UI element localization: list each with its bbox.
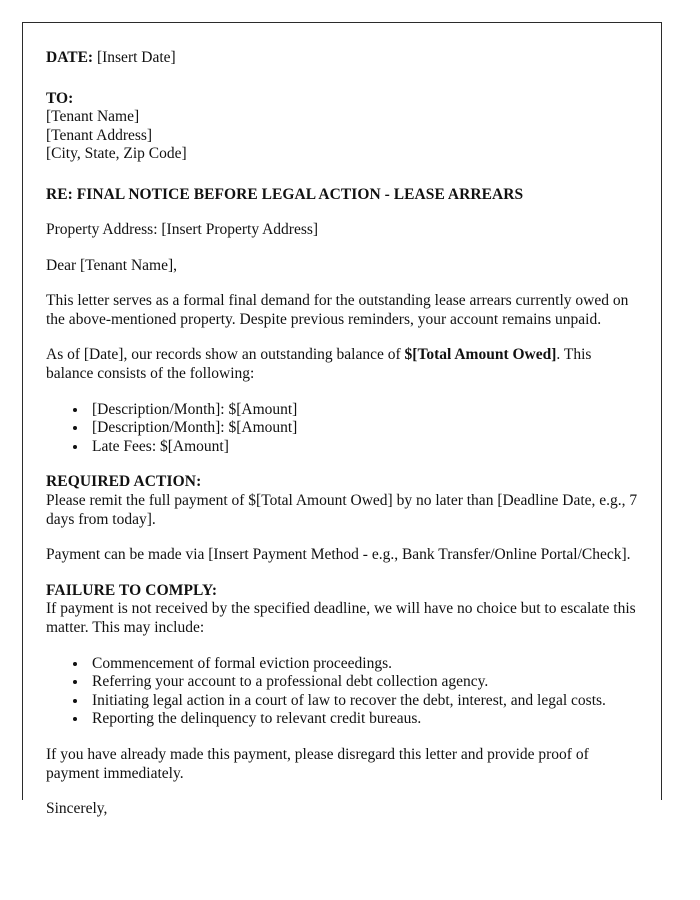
date-label: DATE: [46,49,94,66]
intro-paragraph: This letter serves as a formal final demand for the outstanding lease arrears currently owed on the above-mentioned property. Despite previous reminders, your account remains unpaid. [46,292,629,328]
list-item: • Late Fees: $[Amount] [88,438,639,457]
recipient-name: [Tenant Name] [46,108,140,125]
spacer [46,638,639,655]
recipient-address: [Tenant Address] [46,126,153,144]
list-item: • Referring your account to a professional debt collection agency. [88,673,639,692]
spacer [46,68,639,90]
spacer [46,783,639,800]
failure-to-comply-body: If payment is not received by the specified deadline, we will have no choice but to escalate this matter. This may include: [46,600,636,636]
balance-text-before: As of [Date], our records show an outstanding balance of [46,346,405,364]
balance-text-after: . This balance consists of the following: [46,346,592,383]
list-item: • Commencement of formal eviction proceedings. [88,655,639,674]
spacer [46,329,639,346]
date-line [46,49,639,68]
consequences-list [46,655,639,729]
spacer [46,240,639,257]
date-value: [Insert Date] [96,49,176,66]
payment-method-paragraph: Payment can be made via [Insert Payment Method - e.g., Bank Transfer/Online Portal/Check]. [46,546,631,564]
spacer [46,456,639,473]
required-action-heading: REQUIRED ACTION: [46,473,202,491]
spacer [46,729,639,746]
list-item: • Initiating legal action in a court of law to recover the debt, interest, and legal costs. [88,692,639,711]
closing-paragraph: If you have already made this payment, please disregard this letter and provide proof of payment immediately. [46,745,589,782]
letter-body [23,23,661,818]
spacer [46,164,639,186]
subject-line: RE: FINAL NOTICE BEFORE LEGAL ACTION - LEASE ARREARS [46,185,524,203]
recipient-city-state-zip: [City, State, Zip Code] [46,145,187,162]
list-item: • Reporting the delinquency to relevant credit bureaus. [88,710,639,729]
total-amount-owed: $[Total Amount Owed] [404,346,557,364]
spacer [46,204,639,221]
property-address-line: Property Address: [Insert Property Address] [46,221,319,239]
signoff-clipped: Sincerely, [46,800,108,818]
balance-items-list [46,401,639,457]
balance-paragraph [46,346,639,383]
required-action-body: Please remit the full payment of $[Total Amount Owed] by no later than [Deadline Date, e.g., 7 days from today]. [46,492,638,528]
letter-page [22,22,662,818]
failure-to-comply-heading: FAILURE TO COMPLY: [46,581,218,599]
spacer [46,384,639,401]
spacer [46,529,639,546]
salutation: Dear [Tenant Name], [46,256,178,274]
to-label: TO: [46,89,74,107]
spacer [46,565,639,582]
list-item: • [Description/Month]: $[Amount] [88,419,639,438]
spacer [46,275,639,292]
list-item: • [Description/Month]: $[Amount] [88,401,639,420]
